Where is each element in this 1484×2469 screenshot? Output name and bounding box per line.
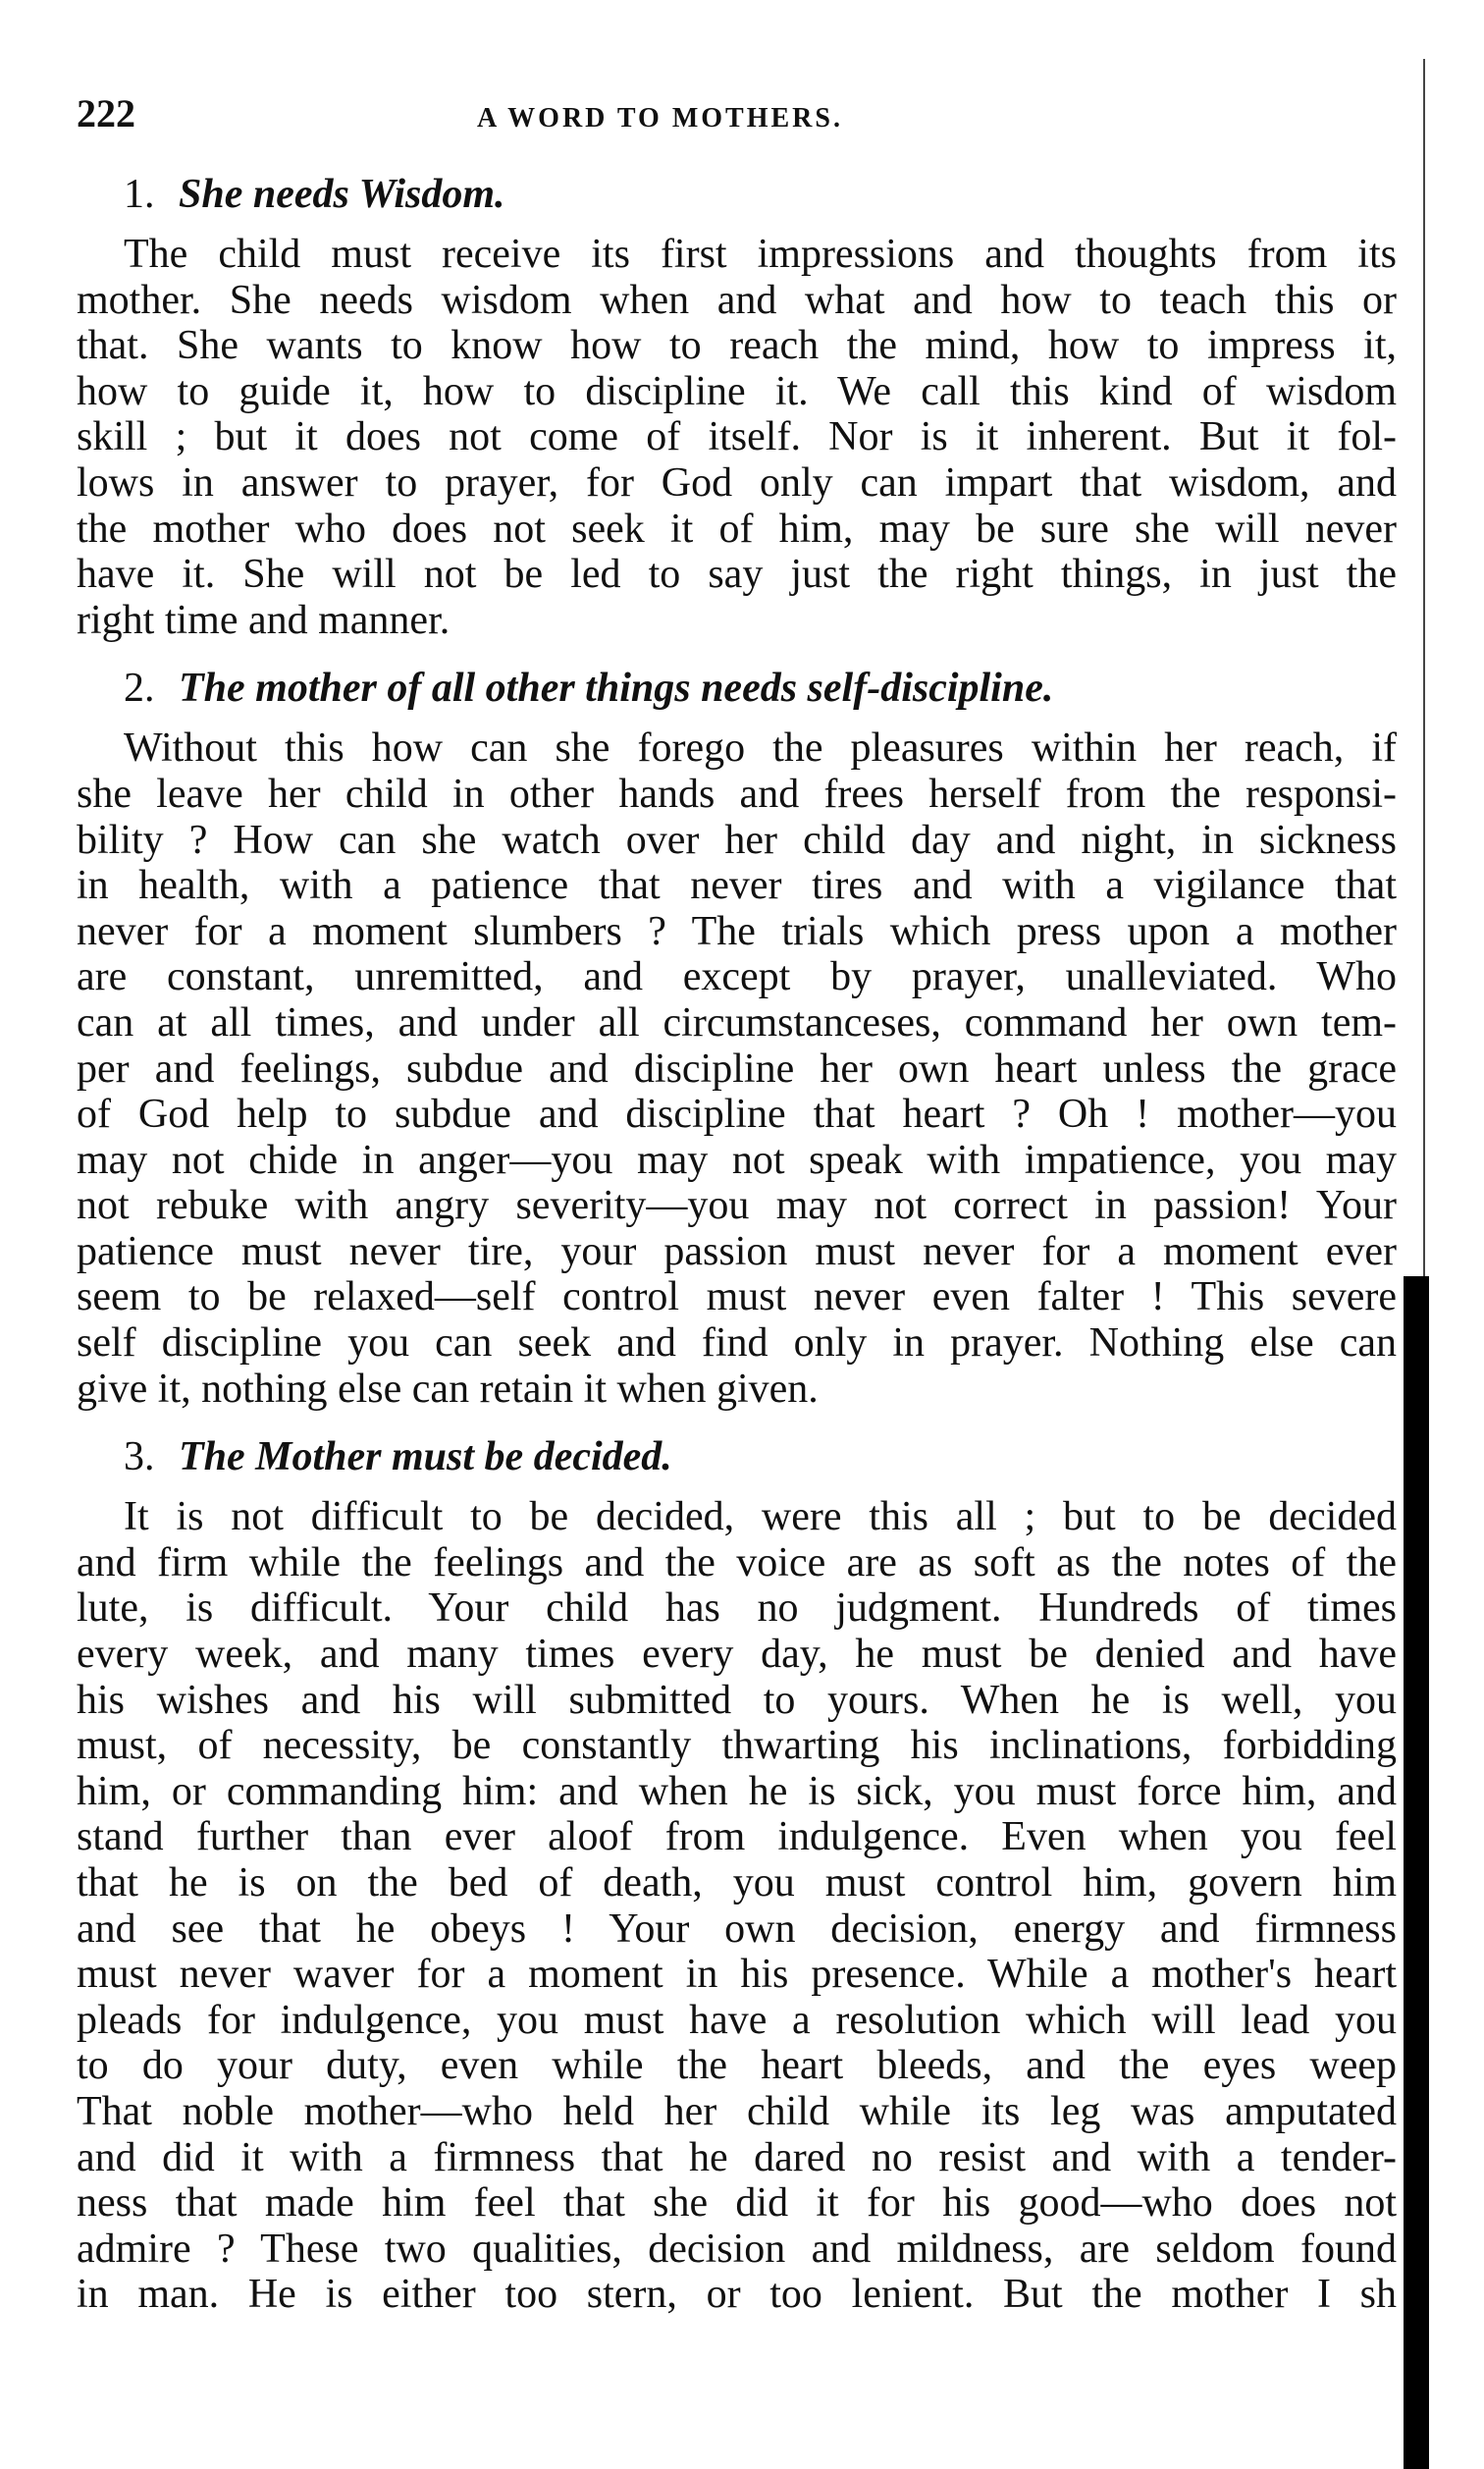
text-line: she leave her child in other hands and frees herself from the responsi-	[77, 771, 1397, 817]
text-line: Without this how can she forego the pleasures within her reach, if	[124, 725, 1397, 772]
text-line: self discipline you can seek and find only in prayer. Nothing else can	[77, 1320, 1397, 1367]
text-line: that he is on the bed of death, you must control him, govern him	[77, 1860, 1397, 1905]
text-line: admire ? These two qualities, decision and mildness, are seldom found	[77, 2226, 1397, 2272]
text-line: pleads for indulgence, you must have a resolution which will lead you	[77, 1997, 1397, 2043]
text-line: may not chide in anger—you may not speak with impatience, you may	[77, 1137, 1397, 1183]
section-title: The Mother must be decided.	[179, 1434, 672, 1480]
text-line: in health, with a patience that never tires and with a vigilance that	[77, 863, 1397, 909]
text-line: in man. He is either too stern, or too lenient. But the mother I sh	[77, 2272, 1397, 2318]
section-heading-2	[124, 665, 1397, 712]
text-line: and did it with a firmness that he dared no resist and with a tender-	[77, 2134, 1397, 2180]
text-line: to do your duty, even while the heart bleeds, and the eyes weep	[77, 2043, 1397, 2089]
section-title: She needs Wisdom.	[179, 172, 505, 217]
text-line: him, or commanding him: and when he is sick, you must force him, and	[77, 1768, 1397, 1814]
text-line: That noble mother—who held her child while its leg was amputated	[77, 2088, 1397, 2134]
text-line: skill ; but it does not come of itself. Nor is it inherent. But it fol-	[77, 414, 1397, 460]
document-page	[77, 90, 1397, 2318]
text-line: bility ? How can she watch over her child day and night, in sickness	[77, 817, 1397, 863]
text-line: mother. She needs wisdom when and what and how to teach this or	[77, 277, 1397, 323]
text-line: the mother who does not seek it of him, may be sure she will never	[77, 506, 1397, 552]
text-line: how to guide it, how to discipline it. We call this kind of wisdom	[77, 368, 1397, 414]
text-line: have it. She will not be led to say just the right things, in just the	[77, 552, 1397, 598]
text-line: can at all times, and under all circumstanceses, command her own tem-	[77, 999, 1397, 1046]
paragraph-2	[77, 725, 1397, 1412]
text-line: every week, and many times every day, he must be denied and have	[77, 1632, 1397, 1678]
text-line: patience must never tire, your passion must never for a moment ever	[77, 1228, 1397, 1274]
text-line: and firm while the feelings and the voice are as soft as the notes of the	[77, 1539, 1397, 1585]
running-head: A WORD TO MOTHERS.	[477, 103, 843, 134]
text-line: not rebuke with angry severity—you may not correct in passion! Your	[77, 1183, 1397, 1229]
text-line: lows in answer to prayer, for God only can impart that wisdom, and	[77, 459, 1397, 506]
section-number: 3.	[124, 1434, 155, 1480]
text-line: his wishes and his will submitted to yours. When he is well, you	[77, 1677, 1397, 1723]
page-number: 222	[77, 91, 135, 135]
paragraph-3	[77, 1494, 1397, 2318]
text-line: lute, is difficult. Your child has no judgment. Hundreds of times	[77, 1585, 1397, 1632]
text-line: per and feelings, subdue and discipline her own heart unless the grace	[77, 1046, 1397, 1092]
text-line: stand further than ever aloof from indulgence. Even when you feel	[77, 1814, 1397, 1860]
text-line: of God help to subdue and discipline that heart ? Oh ! mother—you	[77, 1092, 1397, 1138]
text-line: seem to be relaxed—self control must never even falter ! This severe	[77, 1274, 1397, 1320]
page-header	[77, 90, 1397, 149]
text-line: are constant, unremitted, and except by prayer, unalleviated. Who	[77, 954, 1397, 1000]
page-edge-line	[1423, 59, 1425, 1276]
section-number: 2.	[124, 666, 155, 712]
text-line: It is not difficult to be decided, were this all ; but to be decided	[124, 1494, 1397, 1540]
text-line: that. She wants to know how to reach the mind, how to impress it,	[77, 323, 1397, 369]
text-line: right time and manner.	[77, 597, 450, 643]
section-number: 1.	[124, 172, 155, 217]
text-line: and see that he obeys ! Your own decision, energy and firmness	[77, 1905, 1397, 1952]
paragraph-1	[77, 232, 1397, 643]
text-line: must never waver for a moment in his presence. While a mother's heart	[77, 1952, 1397, 1998]
section-heading-3	[124, 1433, 1397, 1480]
section-title: The mother of all other things needs self-discipline.	[179, 666, 1054, 712]
page-edge-shadow	[1404, 1276, 1429, 2469]
text-line: never for a moment slumbers ? The trials which press upon a mother	[77, 908, 1397, 954]
text-line: give it, nothing else can retain it when given.	[77, 1366, 819, 1412]
text-line: The child must receive its first impressions and thoughts from its	[124, 232, 1397, 277]
section-heading-1	[124, 171, 1397, 218]
text-line: ness that made him feel that she did it for his good—who does not	[77, 2180, 1397, 2227]
text-line: must, of necessity, be constantly thwarting his inclinations, forbidding	[77, 1723, 1397, 1769]
